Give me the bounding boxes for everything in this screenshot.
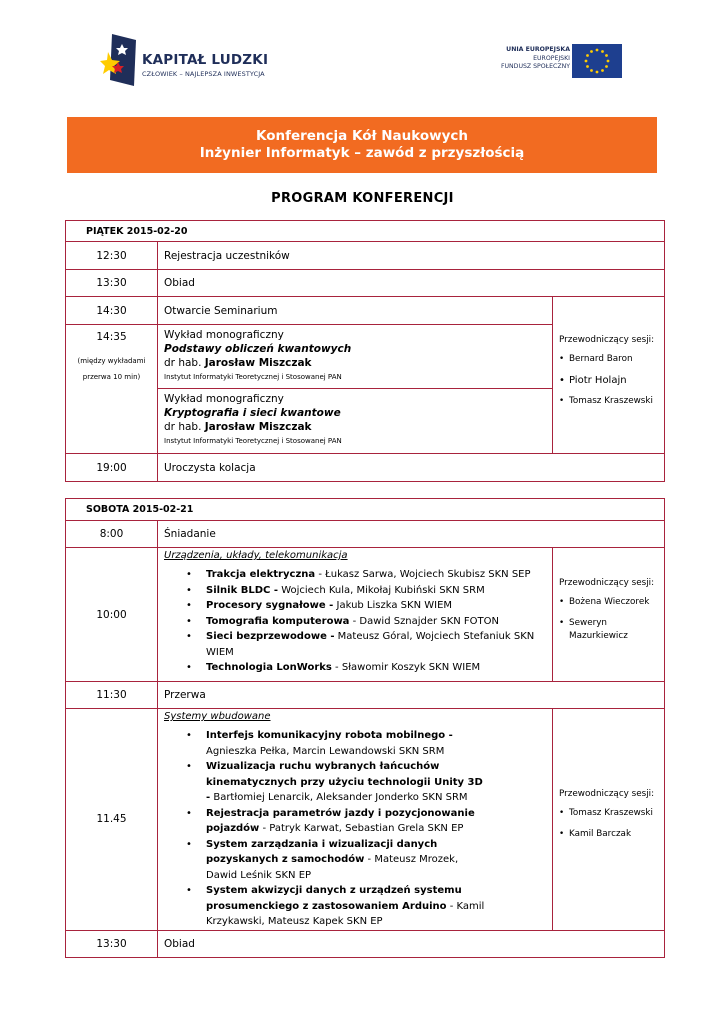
talk-item — [186, 583, 546, 599]
lecture-title: Podstawy obliczeń kwantowych — [164, 343, 352, 355]
table-row — [66, 930, 665, 957]
desc-cell: Rejestracja uczestników — [158, 242, 665, 270]
eu-line1: UNIA EUROPEJSKA — [506, 46, 570, 53]
chairs-title: Przewodniczący sesji: — [559, 578, 655, 588]
day-header: PIĄTEK 2015-02-20 — [66, 221, 665, 242]
speaker-name: Jarosław Miszczak — [204, 357, 312, 369]
chair-name-part: Seweryn — [569, 618, 608, 628]
table-row — [66, 548, 665, 682]
talk-title: Sieci bezprzewodowe - — [206, 631, 335, 642]
talk-authors: - Dawid Sznajder SKN FOTON — [349, 615, 499, 627]
lecture-title: Kryptografia i sieci kwantowe — [164, 407, 341, 419]
time-cell: 10:00 — [66, 548, 158, 682]
break-note-2: przerwa 10 min) — [82, 373, 141, 381]
talk-title: Wizualizacja ruchu wybranych łańcuchów kinematycznych przy użyciu technologii Unity 3D - — [206, 761, 483, 803]
table-row — [66, 682, 665, 709]
table-row — [66, 242, 665, 270]
speaker-prefix: dr hab. — [164, 421, 205, 433]
chair-item: • Kamil Barczak — [559, 828, 658, 841]
kapital-ludzki-emblem-icon — [98, 30, 140, 90]
eu-logo-text — [501, 46, 570, 72]
day-header: SOBOTA 2015-02-21 — [66, 499, 665, 521]
session-chairs — [553, 548, 665, 682]
chair-item: • Tomasz Kraszewski — [559, 395, 658, 408]
talk-authors: - Łukasz Sarwa, Wojciech Skubisz SKN SEP — [315, 569, 531, 580]
talk-authors: - Mateusz Mrozek, Dawid Leśnik SKN EP — [206, 854, 459, 881]
table-row — [66, 270, 665, 297]
eu-line3: FUNDUSZ SPOŁECZNY — [500, 63, 570, 70]
friday-schedule-table — [65, 220, 665, 482]
table-row — [66, 709, 665, 931]
talk-title: Interfejs komunikacyjny robota mobilnego - — [206, 730, 453, 741]
talk-item — [186, 598, 546, 614]
talk-authors: Jakub Liszka SKN WIEM — [333, 600, 453, 611]
talk-authors: Wojciech Kula, Mikołaj Kubiński SKN SRM — [278, 584, 485, 596]
banner-line2: Inżynier Informatyk – zawód z przyszłością — [199, 145, 525, 161]
break-note-1: (między wykładami — [77, 357, 146, 365]
time-cell: 8:00 — [66, 521, 158, 548]
banner-line1: Konferencja Kół Naukowych — [255, 128, 468, 144]
eu-flag-icon — [572, 44, 622, 78]
day-header-row — [66, 221, 665, 242]
talk-item — [186, 837, 486, 884]
chairs-title: Przewodniczący sesji: — [559, 789, 655, 800]
talk-title: Silnik BLDC - — [206, 584, 279, 596]
talk-title: Technologia LonWorks — [206, 662, 332, 673]
session-title: Systemy wbudowane — [164, 711, 271, 722]
desc-cell: Otwarcie Seminarium — [158, 297, 553, 325]
time-cell: 11.45 — [66, 709, 158, 931]
lecture-cell — [158, 389, 553, 454]
eu-logo — [494, 44, 626, 78]
talk-item — [186, 883, 486, 930]
desc-cell: Uroczysta kolacja — [158, 454, 665, 482]
chair-name-part: Mazurkiewicz — [569, 631, 628, 641]
time-cell — [66, 325, 158, 454]
talk-authors: - Sławomir Koszyk SKN WIEM — [331, 662, 481, 673]
talk-item — [186, 660, 546, 676]
talk-item — [186, 614, 546, 630]
session-cell — [158, 548, 553, 682]
talk-authors: Mateusz Góral, Wojciech Stefaniuk SKN WIEM — [206, 631, 535, 658]
time-value: 14:35 — [96, 331, 127, 343]
day-header-row — [66, 499, 665, 521]
session-chairs — [553, 297, 665, 454]
logo-subtitle: CZŁOWIEK – NAJLEPSZA INWESTYCJA — [142, 70, 265, 78]
chairs-title: Przewodniczący sesji: — [559, 334, 655, 345]
logo-title: KAPITAŁ LUDZKI — [142, 52, 269, 68]
table-row — [66, 297, 665, 325]
chair-item — [559, 617, 658, 643]
speaker-institution: Instytut Informatyki Teoretycznej i Stosowanej PAN — [164, 373, 342, 381]
program-title: PROGRAM KONFERENCJI — [271, 191, 454, 206]
time-cell: 13:30 — [66, 270, 158, 297]
chair-item: • Bernard Baron — [559, 353, 658, 366]
saturday-schedule-table — [65, 498, 665, 958]
talk-authors: - Patryk Karwat, Sebastian Grela SKN EP — [259, 823, 464, 834]
chair-item: • Piotr Holajn — [559, 374, 658, 387]
talk-title: System zarządzania i wizualizacji danych pozyskanych z samochodów — [206, 838, 438, 865]
lecture-speaker — [164, 420, 546, 434]
time-cell: 14:30 — [66, 297, 158, 325]
speaker-prefix: dr hab. — [164, 357, 205, 369]
time-cell: 12:30 — [66, 242, 158, 270]
table-row — [66, 521, 665, 548]
time-cell: 19:00 — [66, 454, 158, 482]
talk-title: System akwizycji danych z urządzeń systemu prosumenckiego z zastosowaniem Arduino — [206, 885, 462, 912]
desc-cell: Obiad — [158, 270, 665, 297]
talk-title: Tomografia komputerowa — [206, 615, 350, 627]
lecture-speaker — [164, 356, 546, 370]
speaker-institution: Instytut Informatyki Teoretycznej i Stosowanej PAN — [164, 437, 342, 445]
desc-cell: Przerwa — [158, 682, 665, 709]
talk-item — [186, 728, 486, 759]
time-cell: 11:30 — [66, 682, 158, 709]
talk-title: Procesory sygnałowe - — [206, 600, 334, 611]
conference-banner — [67, 117, 657, 173]
session-title: Urządzenia, układy, telekomunikacja — [164, 550, 348, 561]
table-row — [66, 454, 665, 482]
talk-authors: Bartłomiej Lenarcik, Aleksander Jonderko SKN SRM — [210, 792, 468, 803]
time-cell: 13:30 — [66, 930, 158, 957]
kapital-ludzki-logo — [98, 30, 273, 90]
talk-title: Rejestracja parametrów jazdy i pozycjonowanie pojazdów — [206, 807, 475, 834]
desc-cell: Śniadanie — [158, 521, 665, 548]
talk-title: Trakcja elektryczna — [206, 569, 316, 580]
session-chairs — [553, 709, 665, 931]
desc-cell: Obiad — [158, 930, 665, 957]
chair-item: • Tomasz Kraszewski — [559, 807, 658, 820]
talk-item — [186, 629, 546, 660]
talk-item — [186, 567, 546, 583]
talk-item — [186, 806, 486, 837]
lecture-type: Wykład monograficzny — [164, 329, 284, 341]
eu-line2: EUROPEJSKI — [533, 54, 570, 62]
speaker-name: Jarosław Miszczak — [204, 421, 312, 433]
talk-authors: Agnieszka Pełka, Marcin Lewandowski SKN SRM — [206, 745, 445, 757]
talk-item — [186, 759, 486, 806]
chair-item: • Bożena Wieczorek — [559, 596, 658, 609]
talk-authors: - Kamil Krzykawski, Mateusz Kapek SKN EP — [206, 900, 485, 927]
lecture-type: Wykład monograficzny — [164, 393, 284, 405]
session-cell — [158, 709, 553, 931]
lecture-cell — [158, 325, 553, 389]
